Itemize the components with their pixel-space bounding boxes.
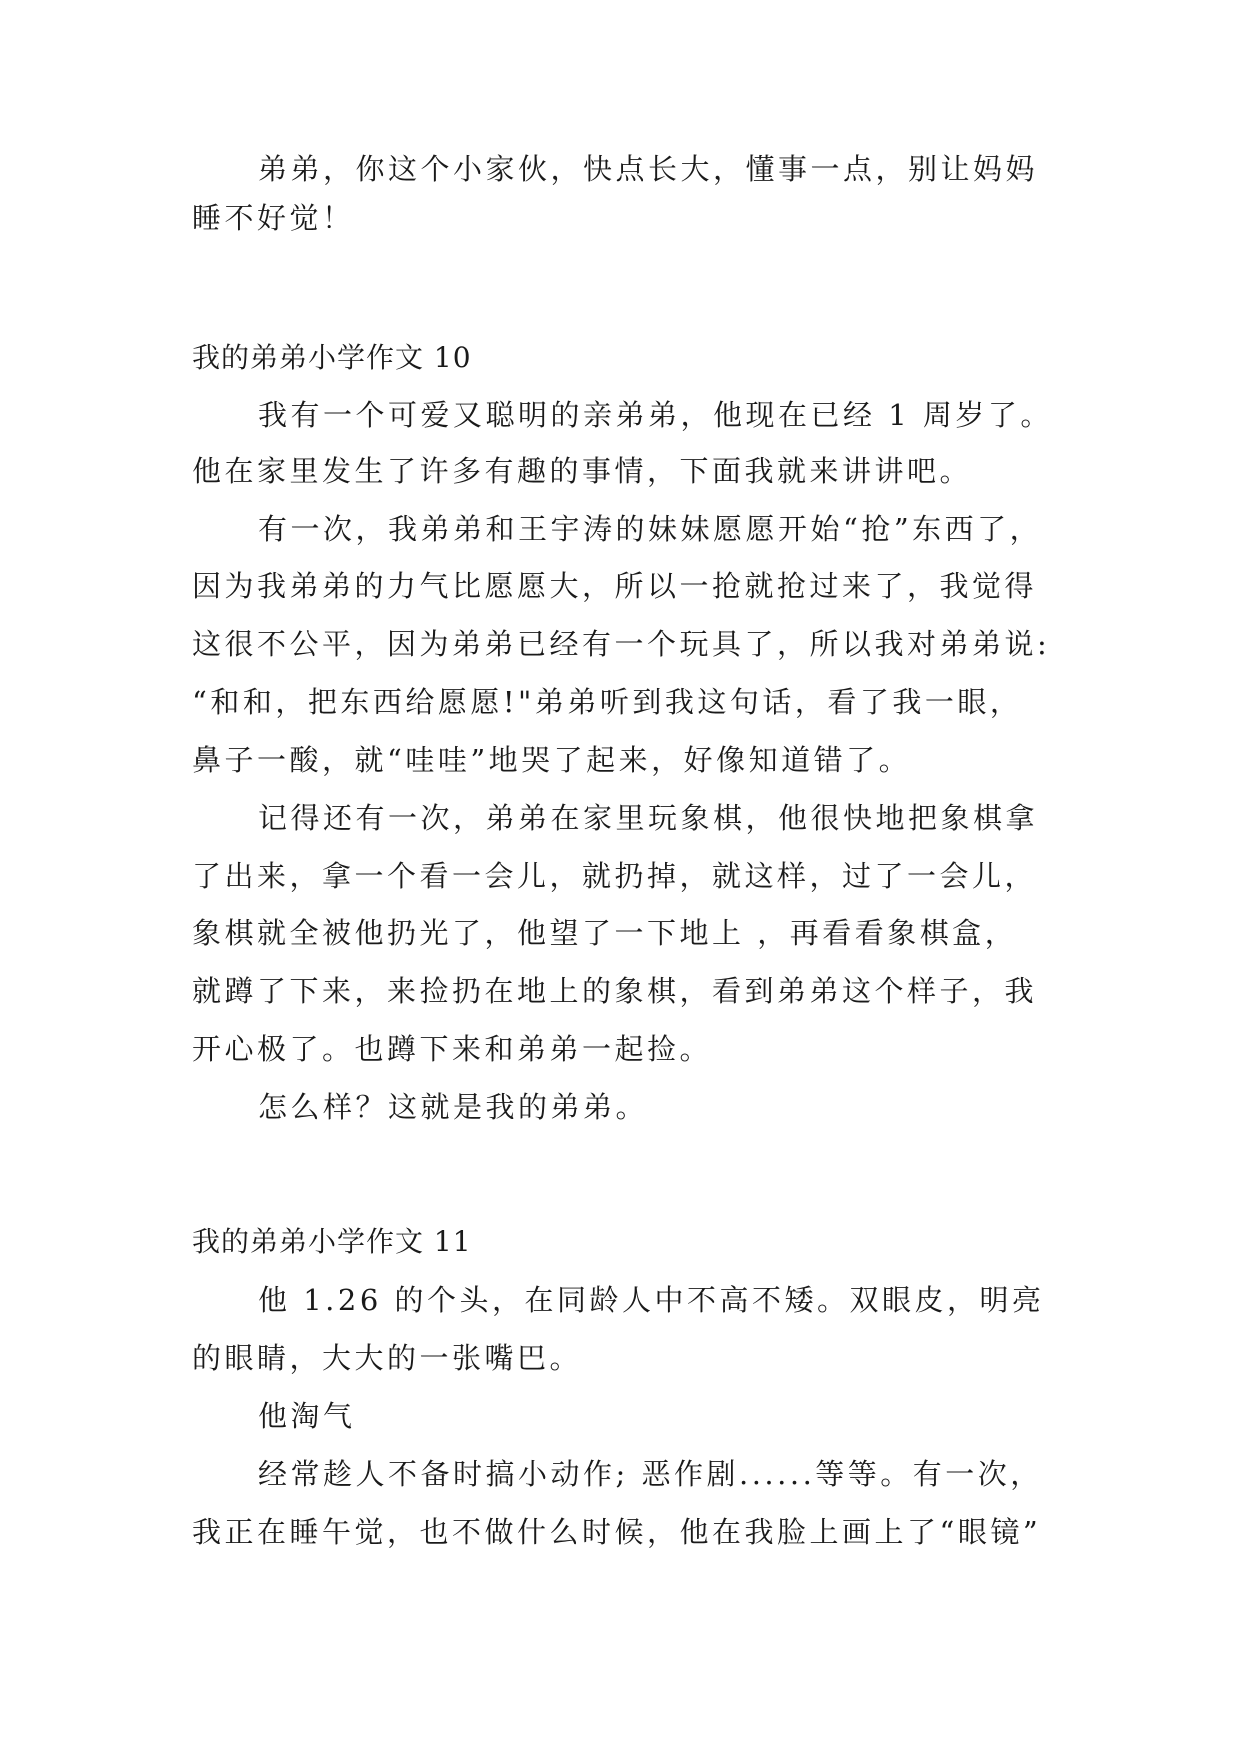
paragraph-line: 就蹲了下来，来捡扔在地上的象棋，看到弟弟这个样子，我 bbox=[192, 974, 1038, 1008]
paragraph-line: 睡不好觉！ bbox=[192, 201, 355, 235]
paragraph-line: 这很不公平，因为弟弟已经有一个玩具了，所以我对弟弟说: bbox=[192, 627, 1051, 661]
paragraph-line: 因为我弟弟的力气比愿愿大，所以一抢就抢过来了，我觉得 bbox=[192, 569, 1038, 603]
paragraph-line: 弟弟，你这个小家伙，快点长大，懂事一点，别让妈妈 bbox=[258, 152, 1039, 186]
paragraph-line: “和和，把东西给愿愿!"弟弟听到我这句话，看了我一眼， bbox=[192, 685, 1023, 719]
paragraph-line: 他在家里发生了许多有趣的事情，下面我就来讲讲吧。 bbox=[192, 454, 973, 488]
paragraph-line: 象棋就全被他扔光了，他望了一下地上 ，再看看象棋盒， bbox=[192, 916, 1018, 950]
paragraph-line: 了出来，拿一个看一会儿，就扔掉，就这样，过了一会儿， bbox=[192, 859, 1038, 893]
paragraph-line: 有一次，我弟弟和王宇涛的妹妹愿愿开始“抢”东西了， bbox=[258, 512, 1043, 546]
section-title: 我的弟弟小学作文 10 bbox=[192, 341, 472, 374]
paragraph-line: 他淘气 bbox=[258, 1399, 356, 1433]
paragraph-line: 的眼睛，大大的一张嘴巴。 bbox=[192, 1341, 583, 1375]
paragraph-line: 记得还有一次，弟弟在家里玩象棋，他很快地把象棋拿 bbox=[258, 801, 1039, 835]
paragraph-line: 怎么样？这就是我的弟弟。 bbox=[258, 1090, 649, 1124]
paragraph-line: 我正在睡午觉，也不做什么时候，他在我脸上画上了“眼镜” bbox=[192, 1515, 1042, 1549]
paragraph-line: 开心极了。也蹲下来和弟弟一起捡。 bbox=[192, 1032, 713, 1066]
paragraph-line: 他 1.26 的个头，在同龄人中不高不矮。双眼皮，明亮 bbox=[258, 1283, 1045, 1317]
section-title: 我的弟弟小学作文 11 bbox=[192, 1225, 472, 1258]
paragraph-line: 经常趁人不备时搞小动作; 恶作剧......等等。有一次， bbox=[258, 1457, 1043, 1491]
paragraph-line: 我有一个可爱又聪明的亲弟弟，他现在已经 1 周岁了。 bbox=[258, 398, 1053, 432]
paragraph-line: 鼻子一酸，就“哇哇”地哭了起来，好像知道错了。 bbox=[192, 743, 912, 777]
